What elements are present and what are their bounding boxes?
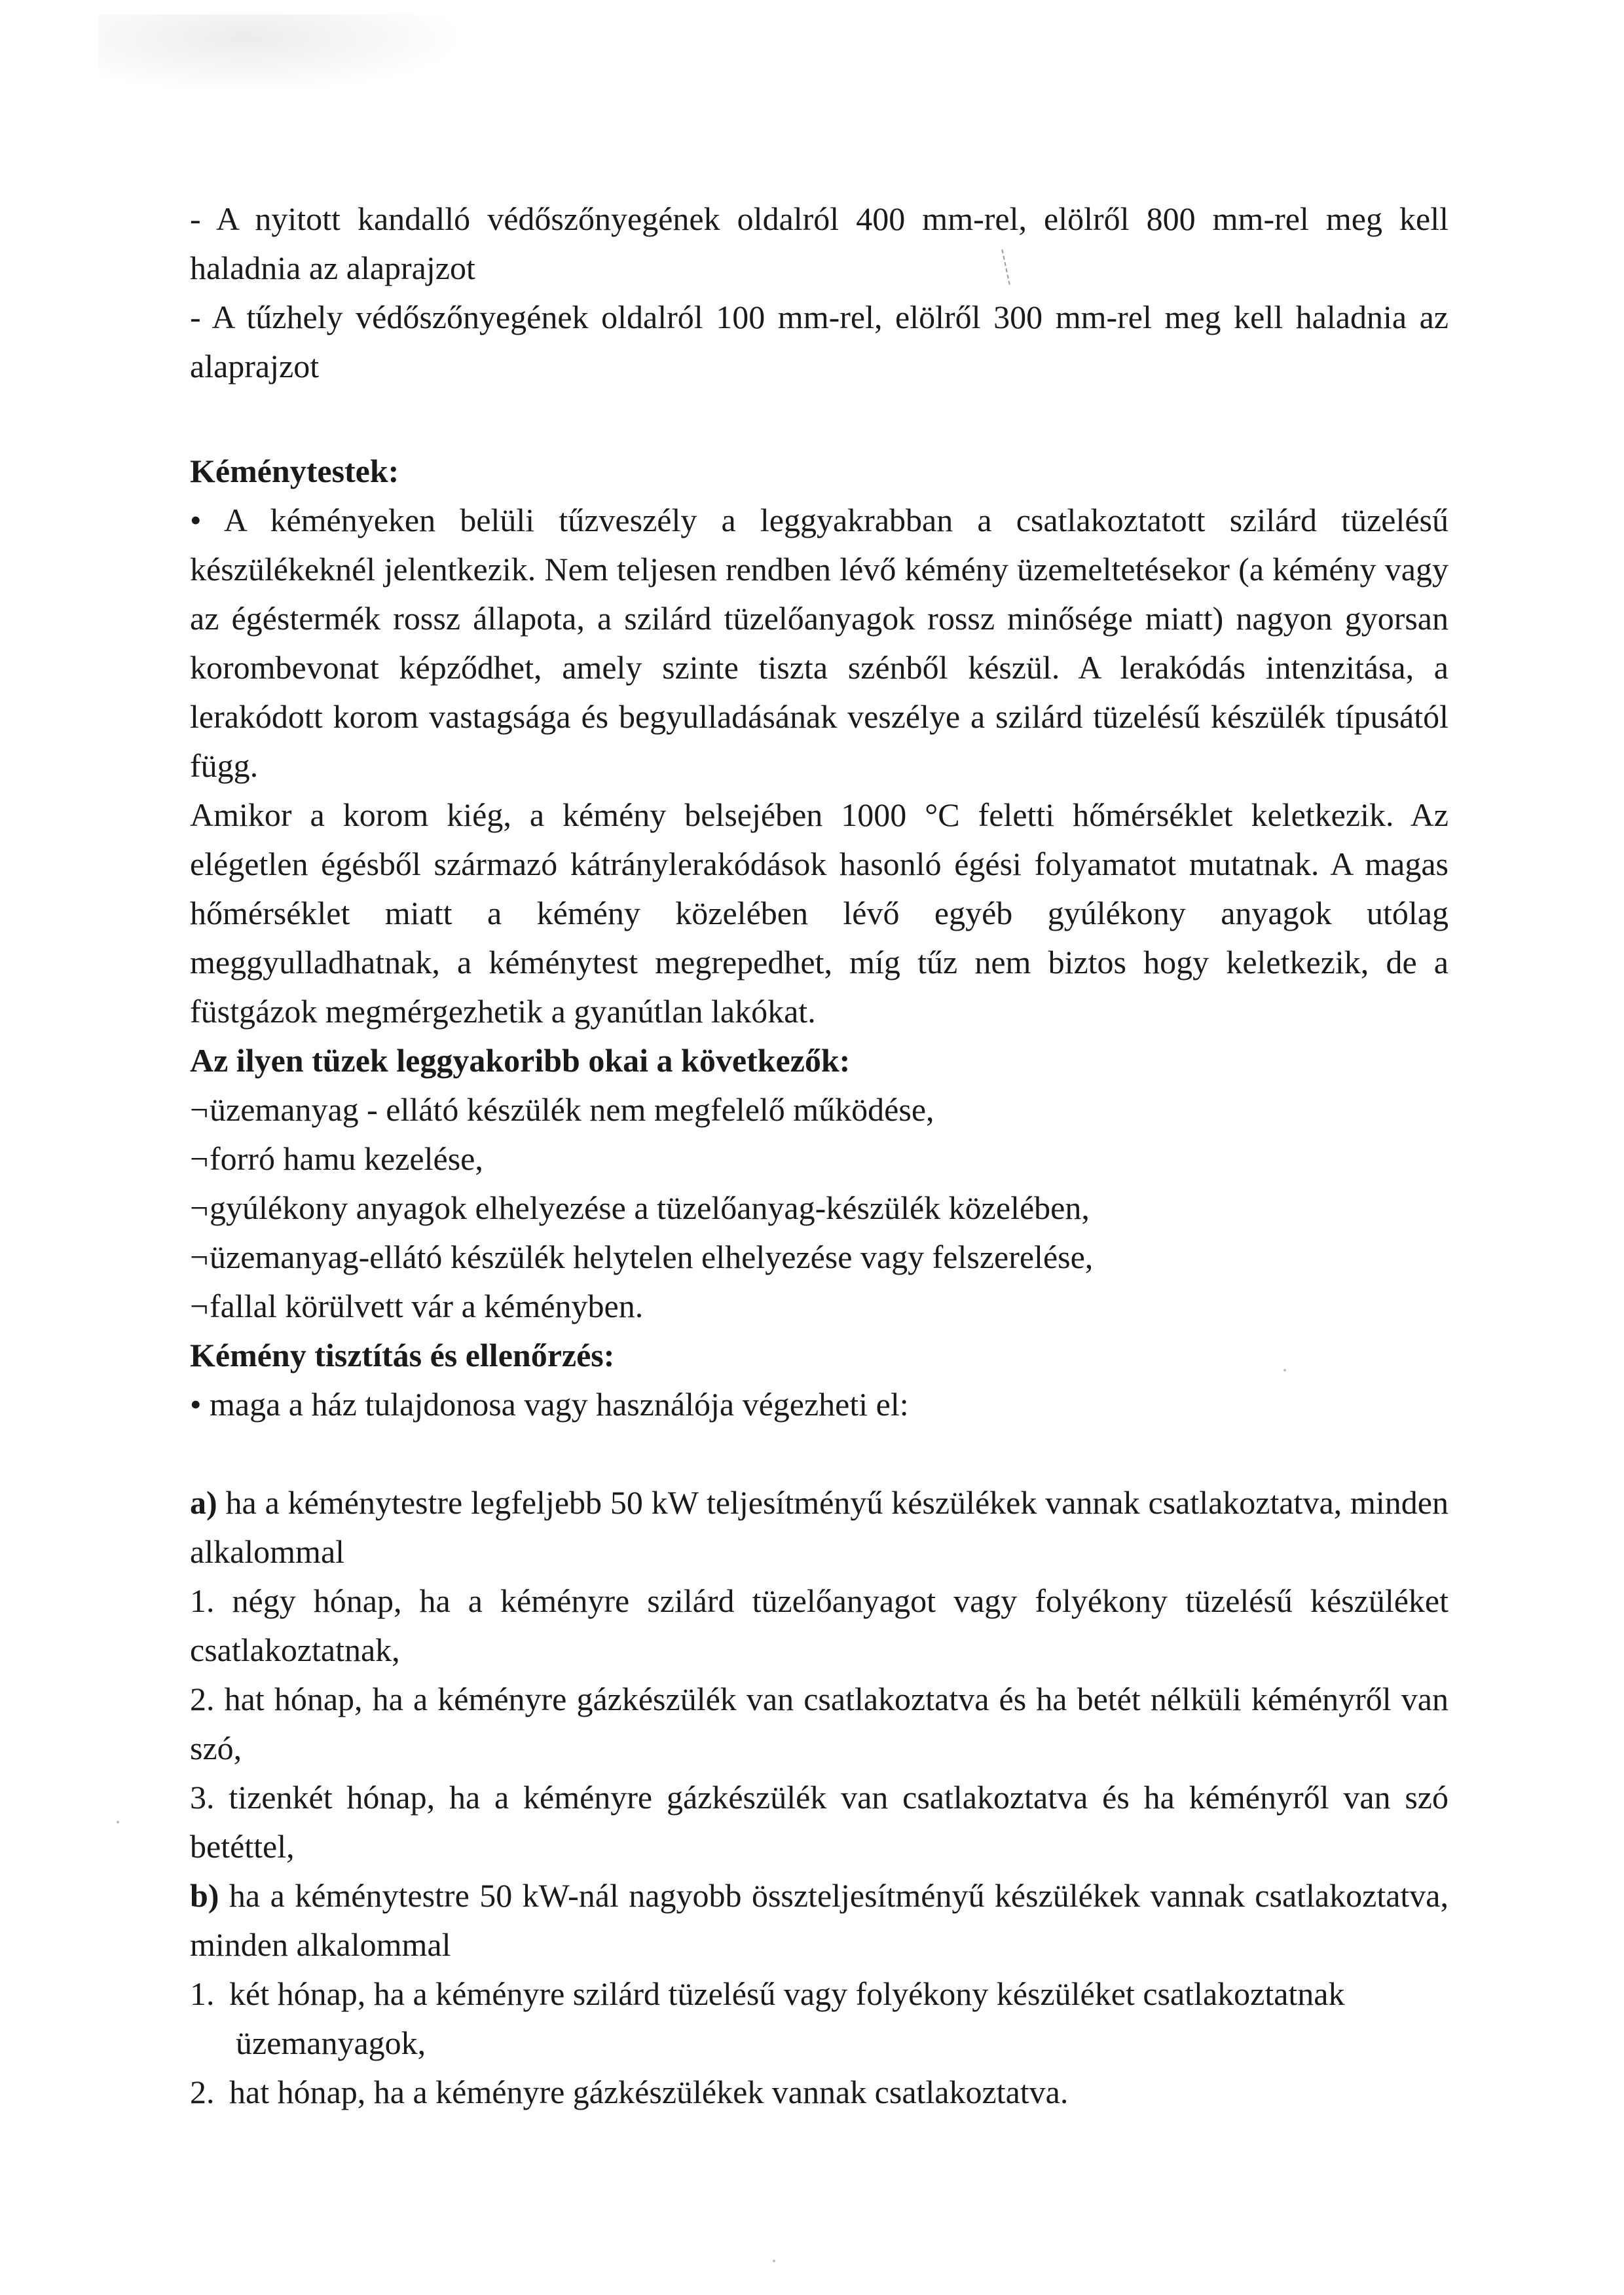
scan-speck — [773, 2260, 775, 2262]
scan-speck — [117, 1821, 119, 1823]
section-heading-tisztitas: Kémény tisztítás és ellenőrzés: — [190, 1337, 615, 1373]
paragraph-korom: Amikor a korom kiég, a kémény belsejében 1000 °C feletti hőmérséklet keletkezik. Az elégetlen égésből származó kátránylerakódások hasonló égési folyamatot mutatnak. A magas hőmérséklet miatt a kémény közelében lévő egyéb gyúlékony anyagok utólag meggyulladhatnak, a kéménytest megrepedhet, míg tűz nem biztos hogy keletkezik, de a füstgázok megmérgezhetik a gyanútlan lakókat. — [190, 796, 1449, 1030]
intro-line-2: - A tűzhely védőszőnyegének oldalról 100 mm-rel, elölről 300 mm-rel meg kell haladnia az alaprajzot — [190, 299, 1449, 384]
scan-smudge — [98, 14, 465, 93]
list-item: ¬gyúlékony anyagok elhelyezése a tüzelőanyag-készülék közelében, — [190, 1184, 1449, 1233]
list-item: ¬üzemanyag-ellátó készülék helytelen elhelyezése vagy felszerelése, — [190, 1233, 1449, 1282]
section-heading-kemenytestek: Kéménytestek: — [190, 453, 399, 489]
case-b-item-1: 1. két hónap, ha a kéményre szilárd tüzelésű vagy folyékony készüléket csatlakoztatnak — [190, 1975, 1345, 2012]
spacer — [190, 1429, 1449, 1478]
negation-marker-icon: ¬ — [190, 1239, 209, 1275]
intro-line-1: - A nyitott kandalló védőszőnyegének oldalról 400 mm-rel, elölről 800 mm-rel meg kell haladnia az alaprajzot — [190, 200, 1449, 286]
bullet-owner: • maga a ház tulajdonosa vagy használója végezheti el: — [190, 1386, 909, 1423]
section-heading-okai: Az ilyen tüzek leggyakoribb okai a következők: — [190, 1042, 851, 1079]
case-a-item-3: 3. tizenkét hónap, ha a kéményre gázkészülék van csatlakoztatva és ha kéményről van szó betéttel, — [190, 1779, 1449, 1865]
list-item: ¬fallal körülvett vár a kéményben. — [190, 1282, 1449, 1331]
case-b-item-2: 2. hat hónap, ha a kéményre gázkészülékek vannak csatlakoztatva. — [190, 2074, 1069, 2110]
case-b-label: b) — [190, 1877, 219, 1914]
negation-marker-icon: ¬ — [190, 1091, 209, 1128]
case-a-label: a) — [190, 1484, 217, 1521]
document-page — [190, 195, 1449, 2117]
list-item: ¬üzemanyag - ellátó készülék nem megfelelő működése, — [190, 1085, 1449, 1134]
spacer — [190, 391, 1449, 440]
case-a: a) ha a kéménytestre legfeljebb 50 kW teljesítményű készülékek vannak csatlakoztatva, minden alkalommal — [190, 1484, 1449, 1570]
negation-marker-icon: ¬ — [190, 1140, 209, 1177]
case-b: b) ha a kéménytestre 50 kW-nál nagyobb összteljesítményű készülékek vannak csatlakoztatva, minden alkalommal — [190, 1877, 1449, 1963]
negation-marker-icon: ¬ — [190, 1189, 209, 1226]
case-a-item-1: 1. négy hónap, ha a kéményre szilárd tüzelőanyagot vagy folyékony tüzelésű készüléket csatlakoztatnak, — [190, 1582, 1449, 1668]
causes-list — [190, 1085, 1449, 1331]
list-item: ¬forró hamu kezelése, — [190, 1134, 1449, 1184]
case-a-item-2: 2. hat hónap, ha a kéményre gázkészülék van csatlakoztatva és ha betét nélküli kéményről van szó, — [190, 1681, 1449, 1766]
bullet-paragraph: • A kéményeken belüli tűzveszély a leggyakrabban a csatlakoztatott szilárd tüzelésű készülékeknél jelentkezik. Nem teljesen rendben lévő kémény üzemeltetésekor (a kémény vagy az égéstermék rossz állapota, a szilárd tüzelőanyagok rossz minősége miatt) nagyon gyorsan korombevonat képződhet, amely szinte tiszta szénből készül. A lerakódás intenzitása, a lerakódott korom vastagsága és begyulladásának veszélye a szilárd tüzelésű készülék típusától függ. — [190, 502, 1449, 784]
negation-marker-icon: ¬ — [190, 1288, 209, 1324]
case-b-item-1-cont: üzemanyagok, — [236, 2024, 426, 2061]
